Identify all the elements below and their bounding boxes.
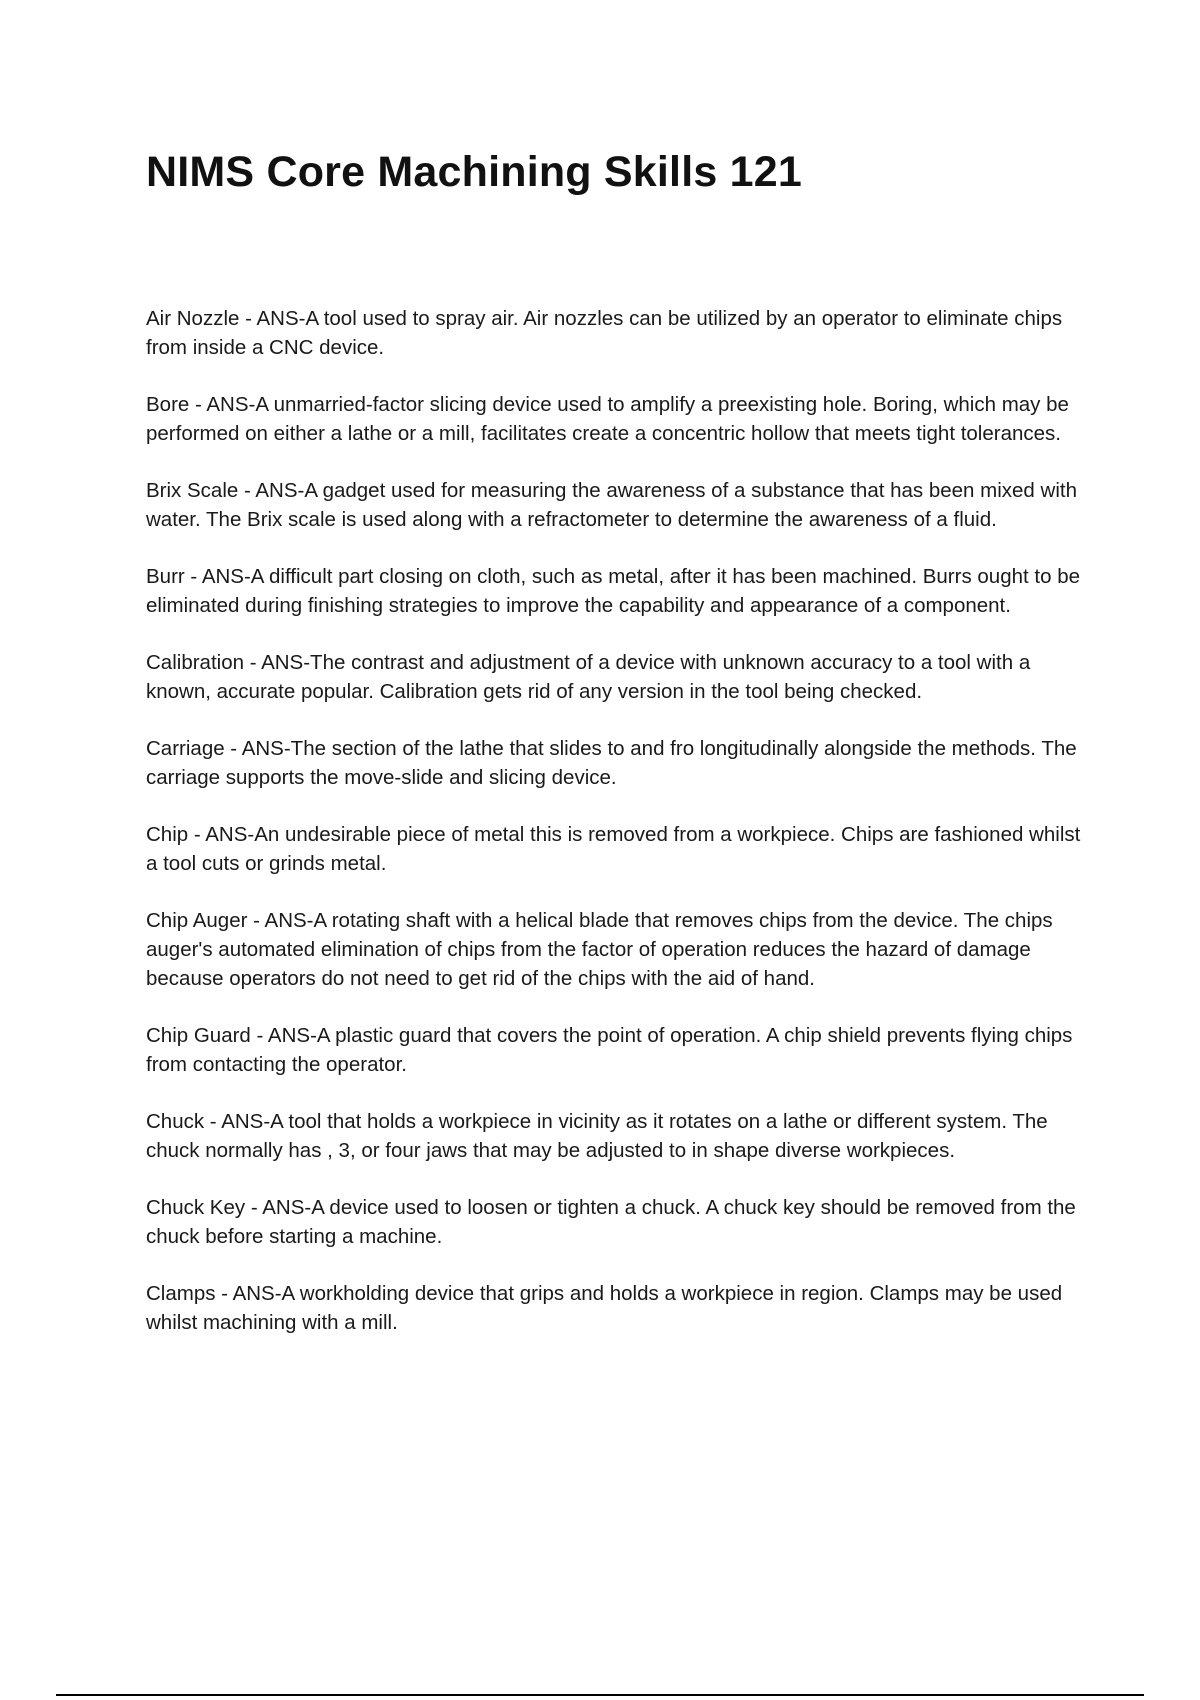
- glossary-entry-chip-auger: Chip Auger - ANS-A rotating shaft with a helical blade that removes chips from the device. The chips auger's automated elimination of chips from the factor of operation reduces the hazard of damage because operators do not need to get rid of the chips with the aid of hand.: [146, 909, 1053, 990]
- glossary-entry-chuck-key: Chuck Key - ANS-A device used to loosen or tighten a chuck. A chuck key should be removed from the chuck before starting a machine.: [146, 1196, 1076, 1248]
- document-title: NIMS Core Machining Skills 121: [146, 148, 802, 196]
- glossary-entry-burr: Burr - ANS-A difficult part closing on cloth, such as metal, after it has been machined. Burrs ought to be eliminated during finishing strategies to improve the capability and appearance of a component.: [146, 565, 1080, 617]
- glossary-entry-chuck: Chuck - ANS-A tool that holds a workpiece in vicinity as it rotates on a lathe or different system. The chuck normally has , 3, or four jaws that may be adjusted to in shape diverse workpieces.: [146, 1110, 1048, 1162]
- glossary-entry-calibration: Calibration - ANS-The contrast and adjustment of a device with unknown accuracy to a tool with a known, accurate popular. Calibration gets rid of any version in the tool being checked.: [146, 651, 1031, 703]
- glossary-entry-carriage: Carriage - ANS-The section of the lathe that slides to and fro longitudinally alongside the methods. The carriage supports the move-slide and slicing device.: [146, 737, 1077, 789]
- page-bottom-divider: [56, 1694, 1144, 1696]
- glossary-entry-bore: Bore - ANS-A unmarried-factor slicing device used to amplify a preexisting hole. Boring, which may be performed on either a lathe or a mill, facilitates create a concentric hollow that meets tight tolerances.: [146, 393, 1069, 445]
- glossary-entries: [146, 304, 1092, 1365]
- glossary-entry-chip-guard: Chip Guard - ANS-A plastic guard that covers the point of operation. A chip shield prevents flying chips from contacting the operator.: [146, 1024, 1073, 1076]
- glossary-entry-chip: Chip - ANS-An undesirable piece of metal this is removed from a workpiece. Chips are fashioned whilst a tool cuts or grinds metal.: [146, 823, 1081, 875]
- glossary-entry-air-nozzle: Air Nozzle - ANS-A tool used to spray air. Air nozzles can be utilized by an operator to eliminate chips from inside a CNC device.: [146, 307, 1063, 359]
- glossary-entry-clamps: Clamps - ANS-A workholding device that grips and holds a workpiece in region. Clamps may be used whilst machining with a mill.: [146, 1282, 1063, 1334]
- glossary-entry-brix-scale: Brix Scale - ANS-A gadget used for measuring the awareness of a substance that has been mixed with water. The Brix scale is used along with a refractometer to determine the awareness of a fluid.: [146, 479, 1077, 531]
